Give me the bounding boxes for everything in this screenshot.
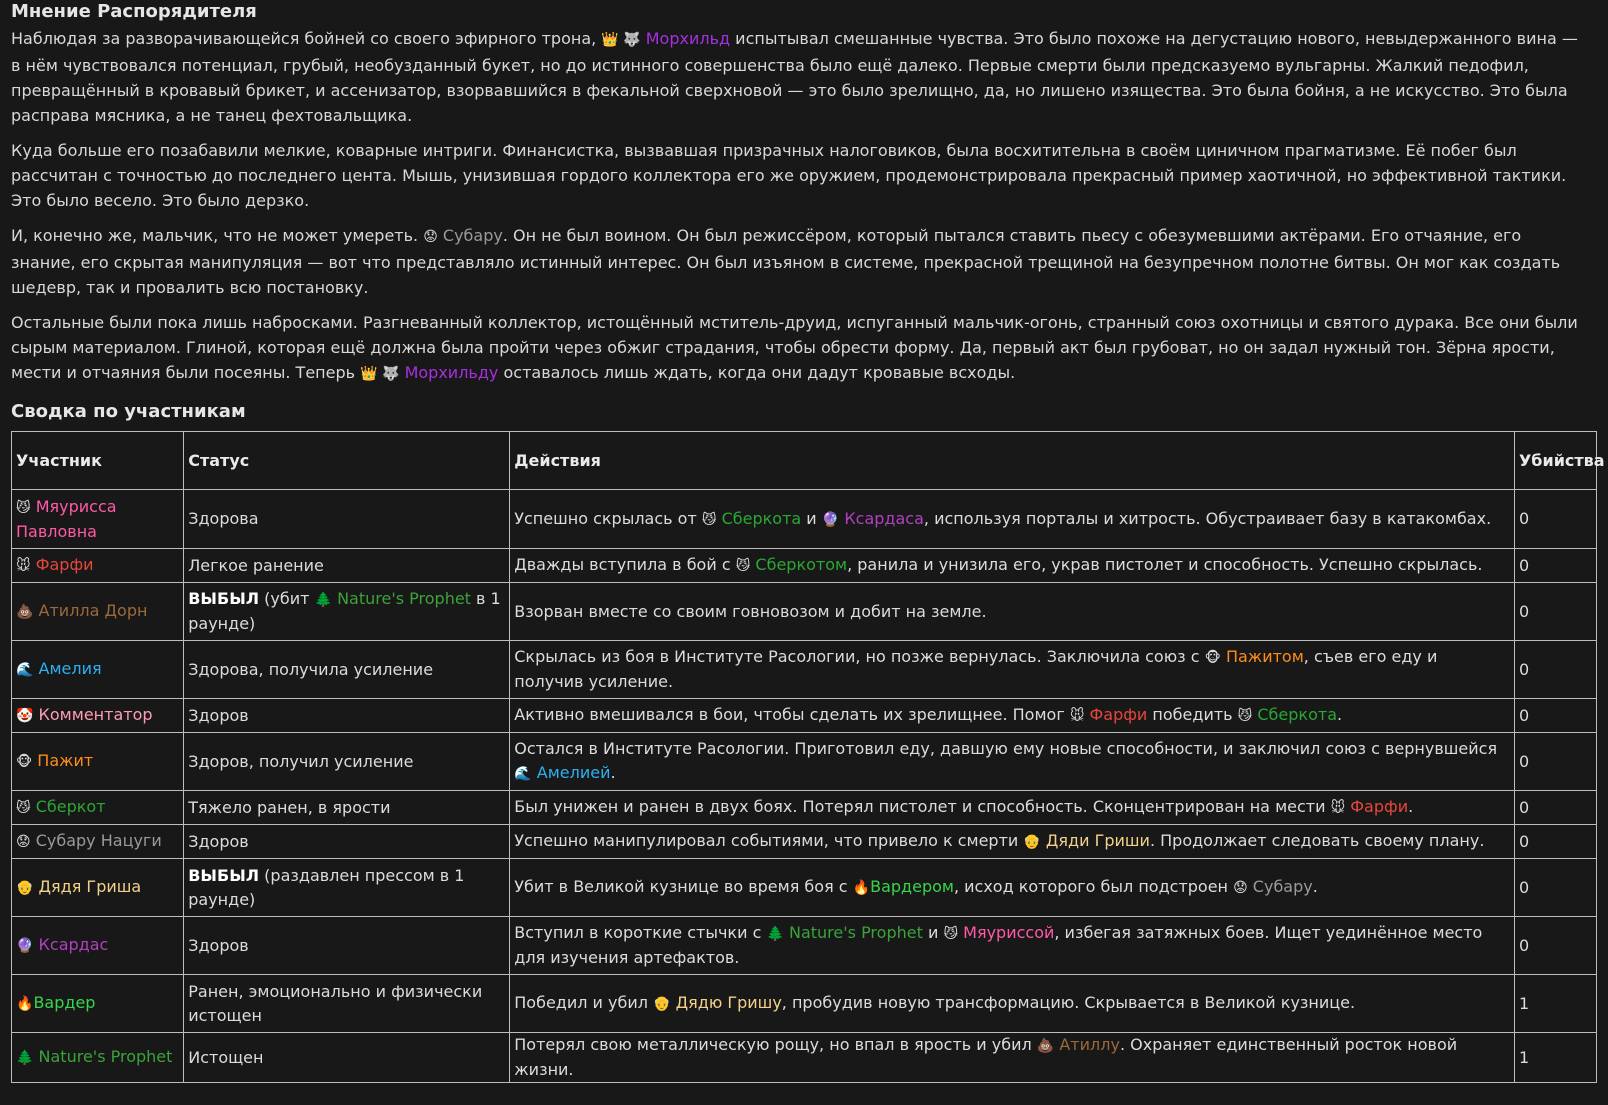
participant-cell	[12, 549, 184, 583]
actions-cell	[510, 791, 1515, 825]
cat-face-icon: 😼	[701, 511, 717, 528]
status-cell: Здорова, получила усиление	[184, 641, 510, 699]
header-participant: Участник	[12, 432, 184, 490]
action-text: . Продолжает следовать своему плану.	[1149, 831, 1485, 850]
status-cell: Ранен, эмоционально и физически истощен	[184, 975, 510, 1033]
actions-cell	[510, 641, 1515, 699]
table-row	[12, 490, 1597, 549]
crystal-ball-icon: 🔮	[16, 938, 34, 954]
table-row	[12, 975, 1597, 1033]
participants-table	[11, 431, 1605, 1083]
old-man-icon: 👴	[653, 996, 671, 1012]
cat-face-icon: 😼	[943, 926, 959, 942]
action-text: Дважды вступила в бой с	[514, 555, 736, 574]
mention-grisha: Дядю Гришу	[675, 993, 782, 1012]
participant-cell	[12, 699, 184, 733]
actions-cell	[510, 859, 1515, 917]
wave-icon: 🌊	[514, 766, 532, 782]
mention-myaurissa: Мяуриссой	[963, 923, 1055, 942]
status-cell: Легкое ранение	[184, 549, 510, 583]
mention-sberkot: Сберкота	[721, 508, 802, 528]
action-text: Потерял свою металлическую рощу, но впал в ярость и убил	[514, 1035, 1037, 1054]
participant-name: Мяурисса Павловна	[16, 496, 117, 541]
wave-icon: 🌊	[16, 662, 34, 678]
kills-cell: 0	[1514, 641, 1596, 699]
participant-cell	[12, 791, 184, 825]
actions-cell	[510, 490, 1515, 549]
mention-natures-prophet: Nature's Prophet	[788, 923, 923, 942]
old-man-icon: 👴	[16, 880, 34, 896]
tree-icon: 🌲	[314, 592, 332, 608]
action-text: Скрылась из боя в Институте Расологии, но позже вернулась. Заключила союз с	[514, 647, 1205, 666]
p1-text-b: испытывал смешанные чувства. Это было похоже на дегустацию нового, невыдержанного вина — в нём чувствовался потенциал, грубый, необузданный букет, но до истинного совершенства было ещё далеко. Первые смерти были предсказуемо вульгарны. Жалкий педофил, превращённый в кровавый брикет, и ассенизатор, взорвавшийся в фекальной сверхновой — это было зрелищно, да, но лишено изящества. Это была бойня, а не искусство. Это была расправа мясника, а не танец фехтовальщика.	[11, 29, 1578, 125]
mention-farfi: Фарфи	[1089, 705, 1148, 724]
mention-natures-prophet: Nature's Prophet	[337, 589, 471, 608]
mention-farfi: Фарфи	[1350, 797, 1409, 816]
participant-name: Ксардас	[38, 935, 109, 954]
mouse-face-icon: 🐭	[1069, 708, 1085, 724]
mention-subaru: Субару	[442, 226, 503, 245]
action-text: Победил и убил	[514, 993, 654, 1012]
p1-text-a: Наблюдая за разворачивающейся бойней со своего эфирного трона,	[11, 29, 602, 48]
status-eliminated: ВЫБЫЛ	[188, 589, 260, 608]
table-row	[12, 791, 1597, 825]
mention-pazhit: Пажитом	[1225, 647, 1304, 666]
action-text: Успешно скрылась от	[514, 508, 702, 528]
summary-title: Сводка по участникам	[11, 401, 246, 422]
mention-morhild: Морхильд	[645, 29, 731, 48]
mention-sberkot: Сберкота	[1257, 705, 1337, 724]
action-text: . Охраняет единственный росток новой жизни.	[514, 1035, 1458, 1079]
kills-cell: 0	[1514, 859, 1596, 917]
action-text: , пробудив новую трансформацию. Скрывается в Великой кузнице.	[781, 993, 1356, 1012]
action-text: .	[1408, 797, 1414, 816]
p4-text-a: Остальные были пока лишь набросками. Разгневанный коллектор, истощённый мститель-друид, испуганный мальчик-огонь, странный союз охотницы и святого дурака. Все они были сырым материалом. Глиной, которая ещё должна была пройти через обжиг страдания, чтобы обрести форму. Да, первый акт был грубоват, но он задал нужный тон. Зёрна ярости, мести и отчаяния были посеяны. Теперь	[11, 313, 1578, 382]
participant-name: Амелия	[38, 659, 102, 678]
action-text: .	[1312, 877, 1318, 896]
mention-atilla: Атиллу	[1059, 1035, 1120, 1054]
tree-icon: 🌲	[766, 926, 784, 942]
poop-icon: 💩	[16, 604, 34, 620]
participant-cell	[12, 917, 184, 975]
status-cell: Здорова	[184, 490, 510, 549]
opinion-title: Мнение Распорядителя	[11, 1, 257, 22]
participant-cell	[12, 825, 184, 859]
status-text: (убит	[259, 589, 315, 608]
poop-icon: 💩	[1036, 1038, 1055, 1054]
participant-name: Nature's Prophet	[38, 1047, 173, 1066]
status-text: в 1 раунде)	[188, 589, 501, 633]
table-row	[12, 733, 1597, 791]
kills-cell: 0	[1514, 699, 1596, 733]
table-row	[12, 583, 1597, 641]
actions-cell	[510, 699, 1515, 733]
actions-cell: Взорван вместе со своим говновозом и добит на земле.	[510, 583, 1515, 641]
action-text: Был унижен и ранен в двух боях. Потерял пистолет и способность. Сконцентрирован на мести	[514, 797, 1331, 816]
status-eliminated: ВЫБЫЛ	[188, 865, 260, 885]
participant-name: Комментатор	[38, 705, 153, 724]
header-kills: Убийства	[1514, 432, 1596, 490]
participant-name: Сберкот	[35, 797, 106, 816]
opinion-paragraph-3	[11, 223, 1587, 300]
status-cell: Здоров, получил усиление	[184, 733, 510, 791]
tree-icon: 🌲	[16, 1050, 34, 1066]
status-cell: Здоров	[184, 917, 510, 975]
participant-name: Вардер	[33, 993, 96, 1012]
monkey-face-icon: 🐵	[1204, 650, 1221, 666]
participant-cell	[12, 733, 184, 791]
table-header-row	[12, 432, 1597, 490]
kills-cell: 1	[1514, 975, 1596, 1033]
mouse-face-icon: 🐭	[1330, 800, 1346, 816]
participant-name: Атилла Дорн	[38, 601, 148, 620]
participant-cell	[12, 1033, 184, 1083]
table-row	[12, 699, 1597, 733]
action-text: Остался в Институте Расологии. Приготовил еду, давшую ему новые способности, и заключил союз с вернувшейся	[514, 739, 1498, 758]
participant-name: Дядя Гриша	[38, 877, 142, 896]
worried-face-icon: 😟	[16, 834, 31, 850]
kills-cell: 0	[1514, 791, 1596, 825]
kills-cell: 1	[1514, 1033, 1596, 1083]
mention-grisha: Дяди Гриши	[1045, 831, 1150, 850]
participant-name: Пажит	[37, 751, 94, 770]
table-row	[12, 1033, 1597, 1083]
old-man-icon: 👴	[1023, 834, 1041, 850]
table-row	[12, 641, 1597, 699]
mention-subaru: Субару	[1252, 877, 1313, 896]
mention-sberkot: Сберкотом	[755, 555, 848, 574]
action-text: и	[922, 923, 944, 942]
p3-text-b: . Он не был воином. Он был режиссёром, который пытался ставить пьесу с обезумевшими актёрами. Его отчаяние, его знание, его скрытая манипуляция — вот что представляло истинный интерес. Он был изъяном в системе, прекрасной трещиной на безупречном полотне битвы. Он мог как создать шедевр, так и провалить всю постановку.	[11, 226, 1561, 297]
action-text: Убит в Великой кузнице во время боя с	[514, 877, 853, 896]
header-actions: Действия	[510, 432, 1515, 490]
mouse-face-icon: 🐭	[16, 558, 31, 574]
table-row	[12, 859, 1597, 917]
cat-face-icon: 😼	[16, 800, 31, 816]
fire-icon: 🔥	[852, 880, 871, 896]
participant-cell	[12, 641, 184, 699]
mention-varder: Вардером	[870, 877, 954, 896]
action-text: , избегая затяжных боев. Ищет уединённое место для изучения артефактов.	[514, 923, 1483, 967]
action-text: Вступил в короткие стычки с	[514, 923, 767, 942]
action-text: Активно вмешивался в бои, чтобы сделать их зрелищнее. Помог	[514, 705, 1070, 724]
crown-wolf-icon: 👑 🐺	[601, 32, 641, 48]
mention-morhild: Морхильду	[404, 363, 499, 382]
opinion-paragraph-4	[11, 310, 1587, 387]
action-text: , исход которого был подстроен	[953, 877, 1234, 896]
status-cell	[184, 583, 510, 641]
cat-face-icon: 😼	[16, 499, 31, 516]
participant-cell	[12, 859, 184, 917]
actions-cell	[510, 733, 1515, 791]
action-text: и	[801, 508, 822, 528]
mention-amelia: Амелией	[536, 763, 611, 782]
action-text: Успешно манипулировал событиями, что привело к смерти	[514, 831, 1024, 850]
table-row	[12, 825, 1597, 859]
cat-face-icon: 😼	[735, 558, 751, 574]
p4-text-b: оставалось лишь ждать, когда они дадут кровавые всходы.	[498, 363, 1016, 382]
status-text: (раздавлен прессом в 1 раунде)	[188, 865, 465, 909]
kills-cell: 0	[1514, 917, 1596, 975]
status-cell: Здоров	[184, 825, 510, 859]
actions-cell	[510, 917, 1515, 975]
action-text: .	[1337, 705, 1343, 724]
worried-face-icon: 😟	[1233, 880, 1248, 896]
action-text: .	[610, 763, 616, 782]
action-text: победить	[1147, 705, 1238, 724]
action-text: , используя порталы и хитрость. Обустраивает базу в катакомбах.	[923, 508, 1492, 528]
mention-ksardas: Ксардаса	[844, 508, 924, 528]
table-row	[12, 549, 1597, 583]
participant-cell	[12, 490, 184, 549]
crystal-ball-icon: 🔮	[821, 511, 840, 528]
clown-face-icon: 🤡	[16, 708, 34, 724]
kills-cell: 0	[1514, 549, 1596, 583]
action-text: , съев его еду и получив усиление.	[514, 647, 1438, 691]
participant-cell	[12, 583, 184, 641]
status-cell	[184, 859, 510, 917]
kills-cell: 0	[1514, 583, 1596, 641]
crown-wolf-icon: 👑 🐺	[360, 366, 400, 382]
actions-cell	[510, 549, 1515, 583]
monkey-face-icon: 🐵	[16, 754, 33, 770]
participant-cell	[12, 975, 184, 1033]
participant-name: Фарфи	[35, 555, 94, 574]
actions-cell	[510, 975, 1515, 1033]
opinion-paragraph-1	[11, 26, 1587, 128]
participant-name: Субару Нацуги	[35, 831, 162, 850]
table-row	[12, 917, 1597, 975]
status-cell: Истощен	[184, 1033, 510, 1083]
action-text: , ранила и унизила его, украв пистолет и способность. Успешно скрылась.	[847, 555, 1483, 574]
kills-cell: 0	[1514, 825, 1596, 859]
actions-cell	[510, 825, 1515, 859]
status-cell: Здоров	[184, 699, 510, 733]
actions-cell	[510, 1033, 1515, 1083]
kills-cell: 0	[1514, 490, 1596, 549]
opinion-paragraph-2: Куда больше его позабавили мелкие, коварные интриги. Финансистка, вызвавшая призрачных налоговиков, была восхитительна в своём циничном прагматизме. Её побег был рассчитан с точностью до последнего цента. Мышь, унизившая гордого коллектора его же оружием, продемонстрировала прекрасный пример хаотичной, но эффективной тактики. Это было весело. Это было дерзко.	[11, 141, 1567, 210]
kills-cell: 0	[1514, 733, 1596, 791]
status-cell: Тяжело ранен, в ярости	[184, 791, 510, 825]
header-status: Статус	[184, 432, 510, 490]
cat-face-icon: 😼	[1237, 708, 1253, 724]
p3-text-a: И, конечно же, мальчик, что не может умереть.	[11, 226, 424, 245]
worried-face-icon: 😟	[423, 229, 438, 245]
fire-icon: 🔥	[16, 996, 34, 1012]
